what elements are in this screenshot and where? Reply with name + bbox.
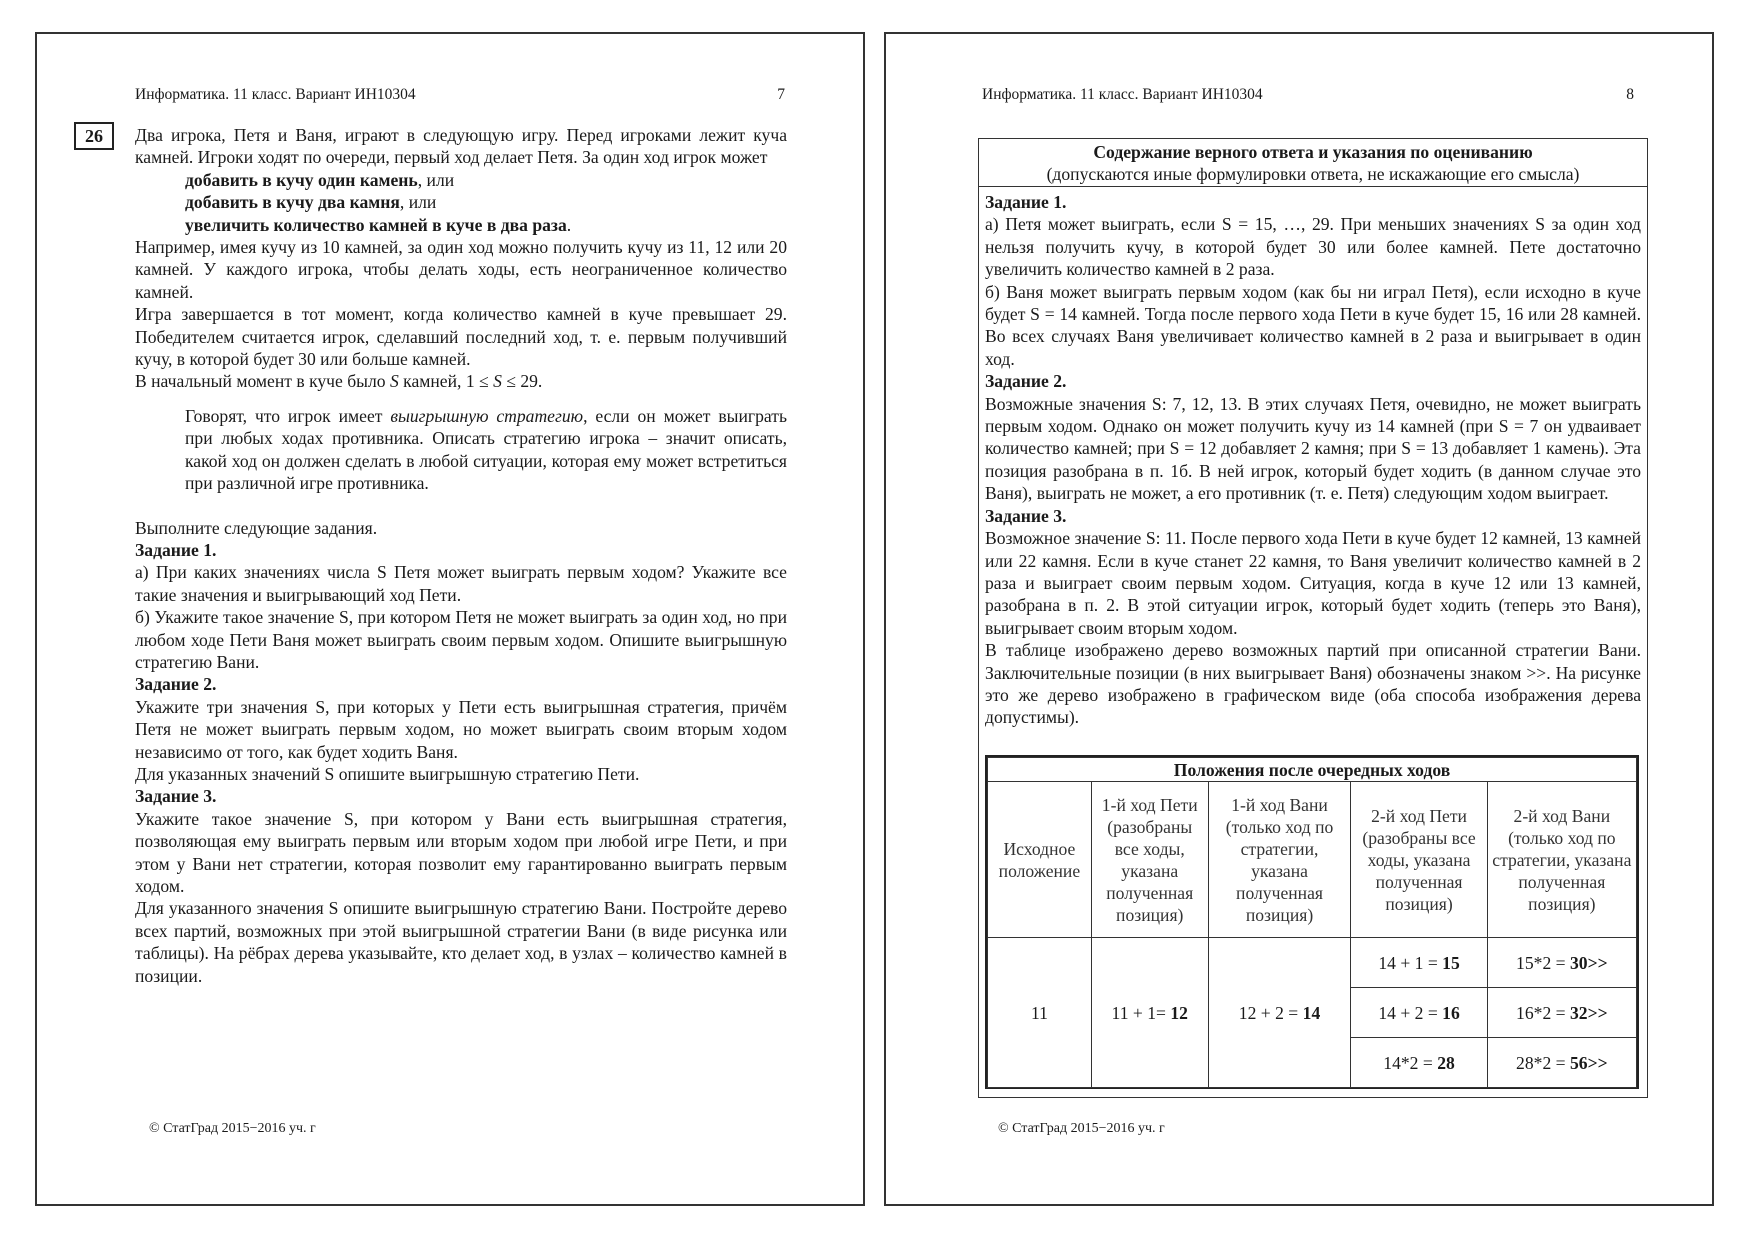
header-petya-1: 1-й ход Пети (разобраны все ходы, указана полученная позиция) [1091,782,1208,938]
end-game-text: Игра завершается в тот момент, когда количество камней в куче превышает 29. Победителем считается игрок, сделавший последний ход, т. е. первым получивший кучу, в которой будет 30 или больше камней. [135,304,787,370]
page-number: 8 [1626,86,1634,103]
page-header-title: Информатика. 11 класс. Вариант ИН10304 [135,86,416,103]
task1-title: Задание 1. [135,539,217,560]
task3b-text: Для указанного значения S опишите выигрышную стратегию Вани. Постройте дерево всех партий, возможных при этой выигрышной стратегии Вани (в виде рисунка или таблицы). На рёбрах дерева указывайте, кто делает ход, в узлах – количество камней в позиции. [135,898,787,986]
move-option-2: добавить в кучу два камня, или [185,192,437,213]
move-option-1: добавить в кучу один камень, или [185,169,455,190]
answer-box [978,138,1648,1098]
task3-title: Задание 3. [135,786,217,807]
task-number-box: 26 [74,122,114,150]
answer-box-subtitle: (допускаются иные формулировки ответа, не искажающие его смысла) [1046,164,1580,184]
task-body [135,124,787,987]
vanya2-cell: 15*2 = 30>> [1487,938,1636,988]
answer-text [979,187,1647,729]
header-vanya-1: 1-й ход Вани (только ход по стратегии, указана полученная позиция) [1208,782,1351,938]
answer3-text: Возможное значение S: 11. После первого хода Пети в куче будет 12 камней, 13 камней или 22 камня. Если в куче станет 22 камня, то Ваня увеличит количество камней в 2 раза и выиграет своим первым ходом. Ситуация, когда в куче 12 или 13 камней, разобрана в п. 2. В этой ситуации игрок, который будет ходить (теперь это Ваня), выигрывает своим вторым ходом. [985,528,1641,638]
answer-box-header [979,139,1647,187]
petya1-cell: 11 + 1= 12 [1091,938,1208,1088]
task2a-text: Укажите три значения S, при которых у Пети есть выигрышная стратегия, причём Петя не может выиграть первым ходом, но может выиграть своим вторым ходом независимо от того, как будет ходить Ваня. [135,696,787,762]
vanya2-cell: 16*2 = 32>> [1487,988,1636,1038]
table-caption: Положения после очередных ходов [988,758,1637,782]
petya2-cell: 14 + 1 = 15 [1351,938,1487,988]
move-option-3: увеличить количество камней в куче в два раза. [185,214,572,235]
petya2-cell: 14*2 = 28 [1351,1038,1487,1088]
game-tree-table-wrap [985,755,1639,1089]
page-left [35,32,865,1206]
page-right [884,32,1714,1206]
answer1b-text: б) Ваня может выиграть первым ходом (как бы ни играл Петя), если исходно в куче будет S = 14 камней. Тогда после первого хода Пети в куче будет 15, 16 или 28 камней. Во всех случаях Ваня увеличивает количество камней в 2 раза и выигрывает в один ход. [985,281,1641,369]
start-condition: В начальный момент в куче было S камней, 1 ≤ S ≤ 29. [135,371,543,392]
header-vanya-2: 2-й ход Вани (только ход по стратегии, указана полученная позиция) [1487,782,1636,938]
header-start: Исходное положение [988,782,1092,938]
task2-title: Задание 2. [135,674,217,695]
answer2-text: Возможные значения S: 7, 12, 13. В этих случаях Петя, очевидно, не может выиграть первым ходом. Однако он может получить кучу из 14 камней (при S = 7 он удваивает количество камней; при S = 12 добавляет 2 камня; при S = 13 добавляет 1 камень). Эта позиция разобрана в п. 1б. В ней игрок, который будет ходить (в данном случае это Ваня), выиграть не может, а его противник (т. е. Петя) следующим ходом выиграет. [985,393,1641,504]
intro-text: Два игрока, Петя и Ваня, играют в следующую игру. Перед игроками лежит куча камней. Игроки ходят по очереди, первый ход делает Петя. За один ход игрок может [135,125,787,168]
answer-box-title: Содержание верного ответа и указания по оцениванию [1093,142,1533,162]
game-tree-table [987,757,1637,1088]
answer1-title: Задание 1. [985,192,1067,212]
header-petya-2: 2-й ход Пети (разобраны все ходы, указана полученная позиция) [1351,782,1487,938]
page-footer: © СтатГрад 2015−2016 уч. г [149,1121,316,1136]
strategy-definition: Говорят, что игрок имеет выигрышную стратегию, если он может выиграть при любых ходах противника. Описать стратегию игрока – значит описать, какой ход он должен сделать в любой ситуации, которая ему может встретиться при различной игре противника. [185,405,787,494]
vanya1-cell: 12 + 2 = 14 [1208,938,1351,1088]
answer2-title: Задание 2. [985,371,1067,392]
task1b-text: б) Укажите такое значение S, при котором Петя не может выиграть за один ход, но при любом ходе Пети Ваня может выиграть своим первым ходом. Опишите выигрышную стратегию Вани. [135,607,787,672]
vanya2-cell: 28*2 = 56>> [1487,1038,1636,1088]
answer3-title: Задание 3. [985,505,1067,526]
task2b-text: Для указанных значений S опишите выигрышную стратегию Пети. [135,763,640,784]
page-header-title: Информатика. 11 класс. Вариант ИН10304 [982,86,1263,103]
page-number: 7 [777,86,785,103]
task3a-text: Укажите такое значение S, при котором у Вани есть выигрышная стратегия, позволяющая ему выиграть первым или вторым ходом при любой игре Пети, и при этом у Вани нет стратегии, которая позволит ему гарантированно выиграть первым ходом. [135,808,787,896]
answer1a-text: а) Петя может выиграть, если S = 15, …, 29. При меньших значениях S за один ход нельзя получить кучу, в которой будет 30 или более камней. Пете достаточно увеличить количество камней в 2 раза. [985,214,1641,280]
petya2-cell: 14 + 2 = 16 [1351,988,1487,1038]
task1a-text: а) При каких значениях числа S Петя может выиграть первым ходом? Укажите все такие значения и выигрывающий ход Пети. [135,562,787,605]
answer3-tree-text: В таблице изображено дерево возможных партий при описанной стратегии Вани. Заключительные позиции (в них выигрывает Ваня) обозначены знаком >>. На рисунке это же дерево изображено в графическом виде (оба способа изображения дерева допустимы). [985,640,1641,728]
page-footer: © СтатГрад 2015−2016 уч. г [998,1121,1165,1136]
start-cell: 11 [988,938,1092,1088]
do-tasks-text: Выполните следующие задания. [135,517,378,538]
example-text: Например, имея кучу из 10 камней, за один ход можно получить кучу из 11, 12 или 20 камней. У каждого игрока, чтобы делать ходы, есть неограниченное количество камней. [135,237,787,302]
